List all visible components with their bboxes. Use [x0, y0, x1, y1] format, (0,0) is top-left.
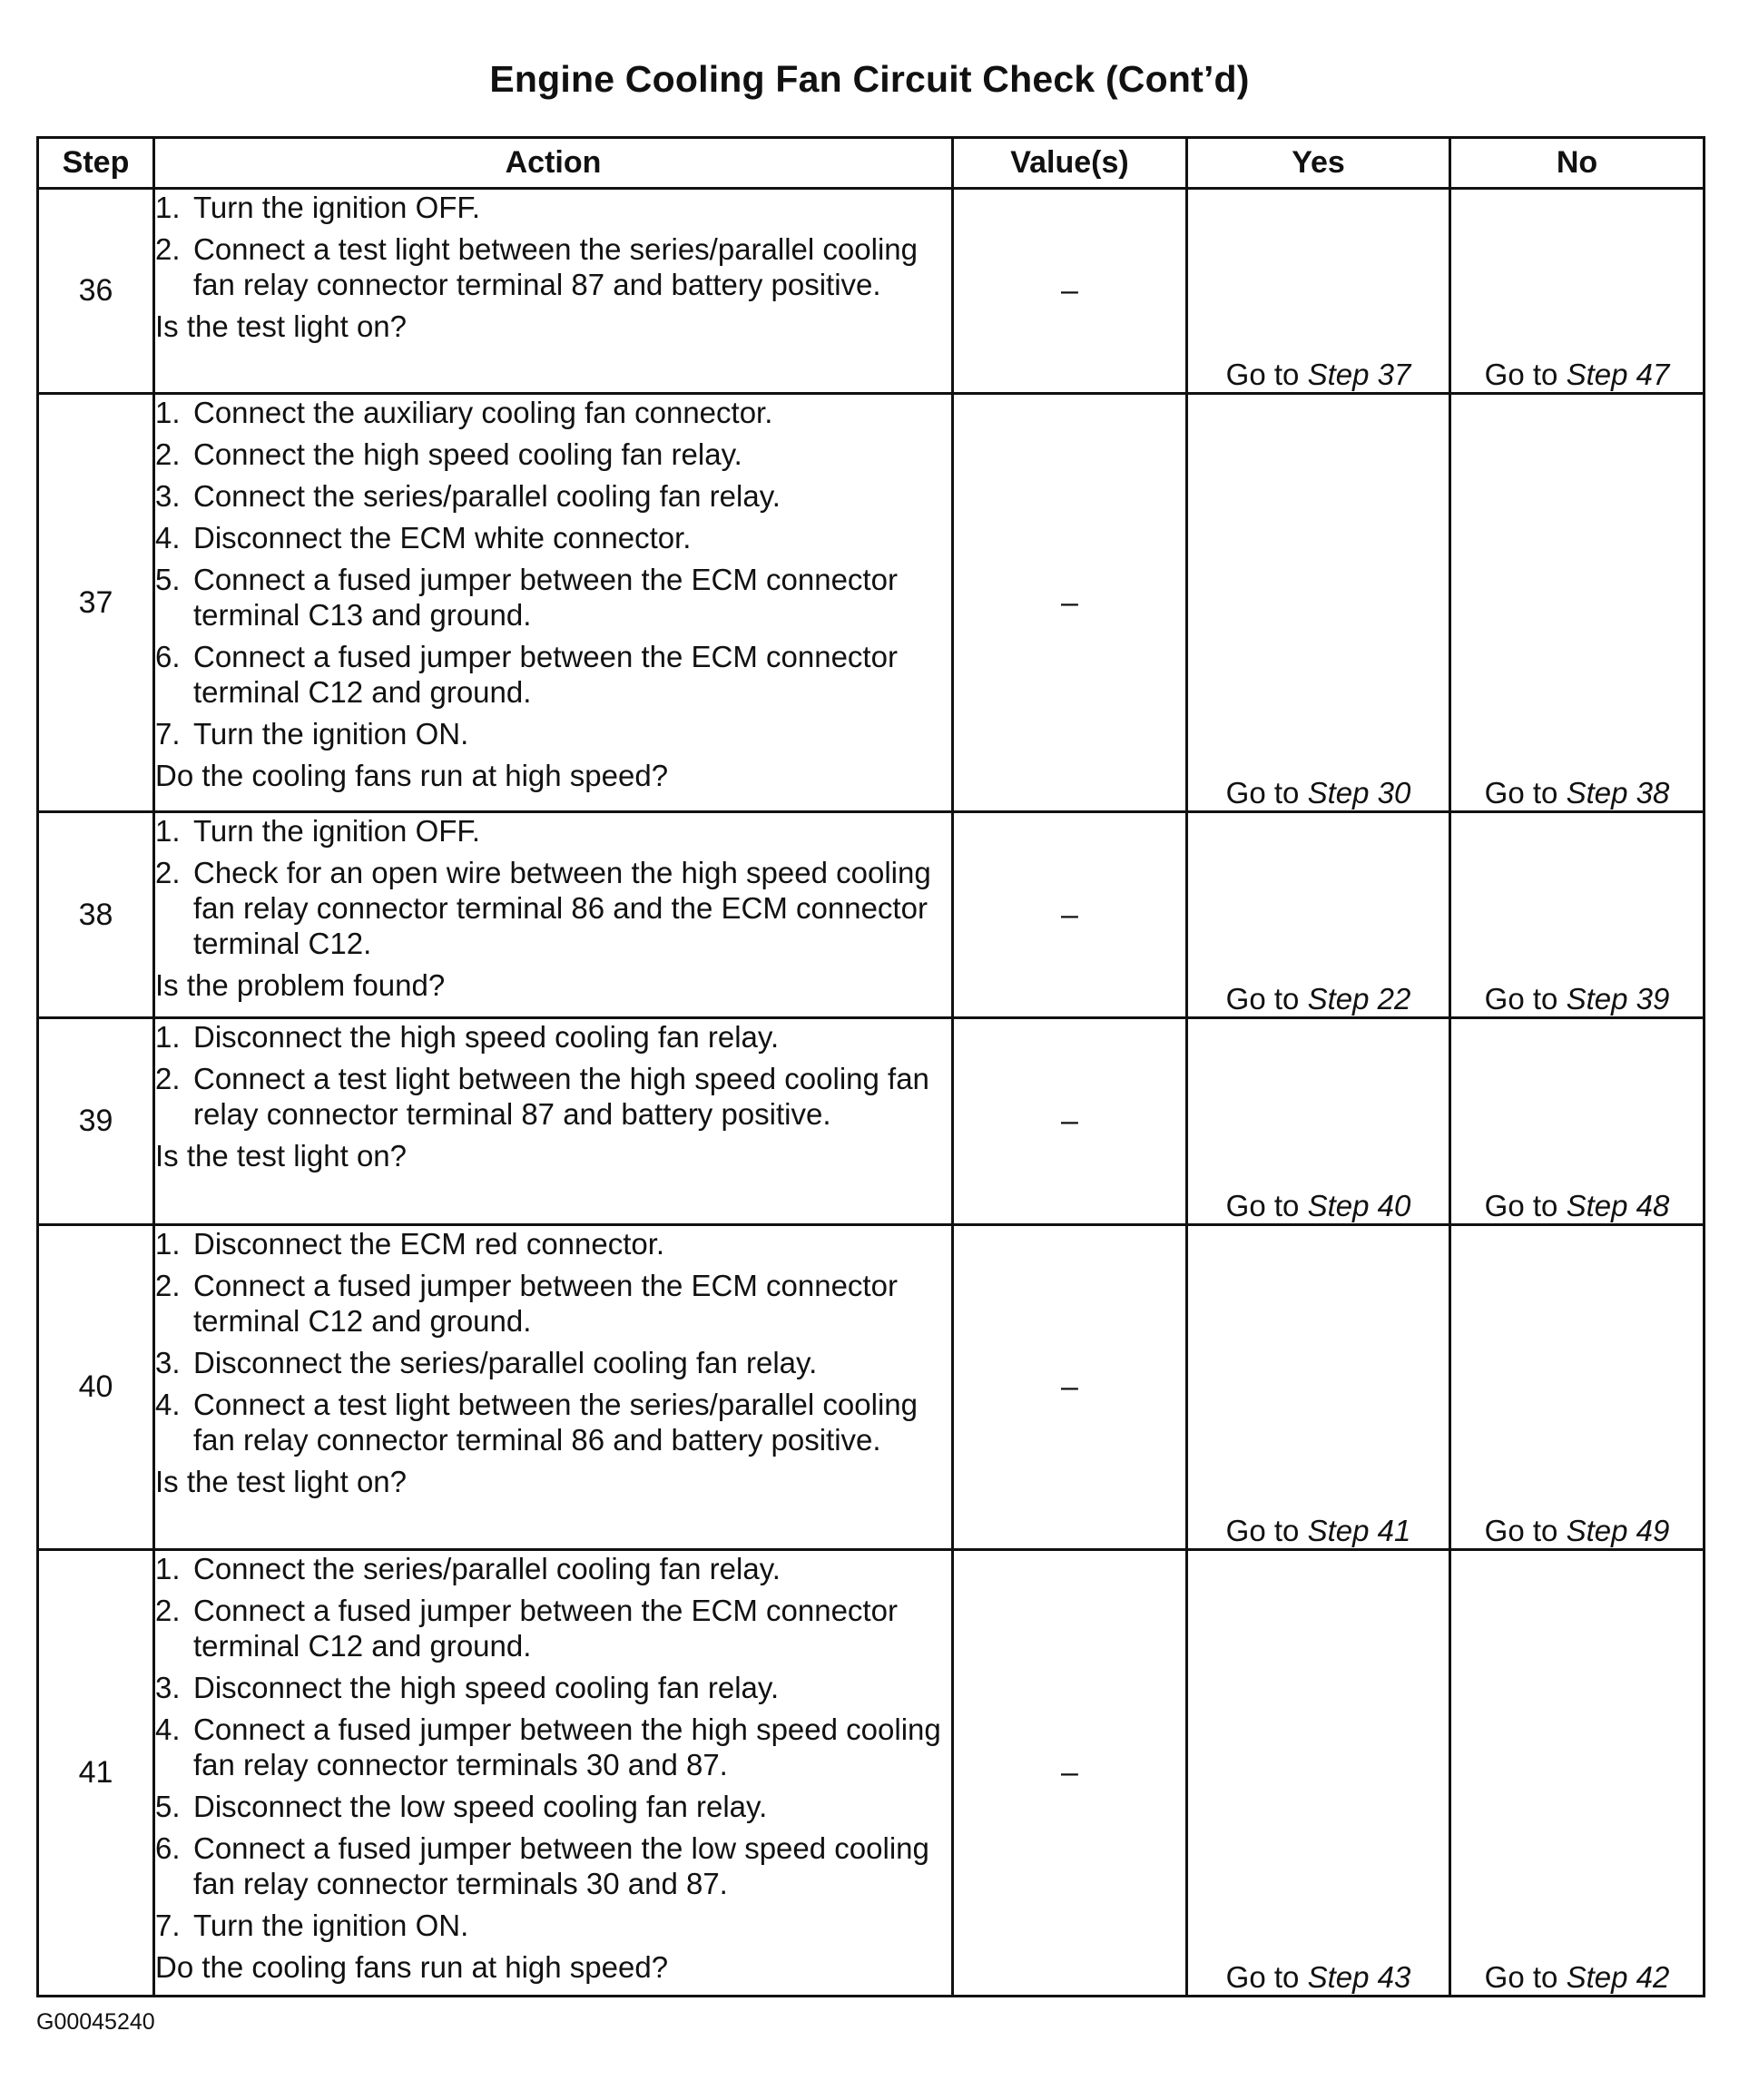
step-link: Step 39	[1566, 982, 1670, 1016]
value-cell: –	[953, 1018, 1187, 1225]
step-link: Step 37	[1307, 358, 1411, 391]
action-list	[155, 395, 951, 751]
step-number: 41	[38, 1550, 154, 1997]
yes-cell: Go to Step 30	[1187, 394, 1450, 812]
step-link: Step 22	[1307, 982, 1411, 1016]
step-number: 39	[38, 1018, 154, 1225]
table-row	[38, 1018, 1705, 1225]
action-list	[155, 813, 951, 961]
no-cell: Go to Step 48	[1450, 1018, 1705, 1225]
list-item: 7. Turn the ignition ON.	[155, 717, 469, 751]
table-row	[38, 1225, 1705, 1550]
yes-cell: Go to Step 22	[1187, 812, 1450, 1018]
list-item: 2. Connect the high speed cooling fan relay.	[155, 437, 742, 471]
yes-cell: Go to Step 37	[1187, 189, 1450, 394]
list-item: 1. Turn the ignition OFF.	[155, 814, 481, 848]
action-cell	[154, 1018, 953, 1225]
list-item: 2. Connect a test light between the high speed cooling fan relay connector terminal 87 and battery positive.	[155, 1062, 929, 1131]
value-cell: –	[953, 1225, 1187, 1550]
question: Do the cooling fans run at high speed?	[155, 1950, 669, 1984]
header-step: Step	[38, 138, 154, 189]
header-yes: Yes	[1187, 138, 1450, 189]
action-list	[155, 1019, 951, 1132]
step-link: Step 38	[1566, 776, 1670, 810]
list-item: 5. Connect a fused jumper between the ECM connector terminal C13 and ground.	[155, 563, 898, 632]
step-link: Step 42	[1566, 1960, 1670, 1994]
step-link: Step 30	[1307, 776, 1411, 810]
list-item: 3. Connect the series/parallel cooling fan relay.	[155, 479, 781, 513]
action-cell	[154, 1225, 953, 1550]
list-item: 4. Connect a test light between the series/parallel cooling fan relay connector terminal 86 and battery positive.	[155, 1388, 918, 1457]
value-cell: –	[953, 189, 1187, 394]
list-item: 2. Connect a fused jumper between the ECM connector terminal C12 and ground.	[155, 1594, 898, 1663]
step-number: 37	[38, 394, 154, 812]
step-link: Step 43	[1307, 1960, 1411, 1994]
list-item: 6. Connect a fused jumper between the low speed cooling fan relay connector terminals 30 and 87.	[155, 1831, 929, 1900]
yes-cell: Go to Step 41	[1187, 1225, 1450, 1550]
table-row	[38, 189, 1705, 394]
no-cell: Go to Step 38	[1450, 394, 1705, 812]
action-cell	[154, 189, 953, 394]
action-list	[155, 190, 951, 302]
list-item: 7. Turn the ignition ON.	[155, 1909, 469, 1942]
step-link: Step 48	[1566, 1189, 1670, 1222]
list-item: 1. Disconnect the high speed cooling fan relay.	[155, 1020, 780, 1054]
list-item: 1. Connect the series/parallel cooling fan relay.	[155, 1552, 781, 1585]
list-item: 2. Connect a fused jumper between the ECM connector terminal C12 and ground.	[155, 1269, 898, 1338]
no-cell: Go to Step 39	[1450, 812, 1705, 1018]
list-item: 2. Check for an open wire between the high speed cooling fan relay connector terminal 86 and the ECM connector terminal C12.	[155, 856, 931, 960]
header-row	[38, 138, 1705, 189]
document-id: G00045240	[36, 2009, 155, 2035]
list-item: 4. Connect a fused jumper between the high speed cooling fan relay connector terminals 30 and 87.	[155, 1712, 941, 1781]
action-list	[155, 1226, 951, 1457]
list-item: 4. Disconnect the ECM white connector.	[155, 521, 692, 554]
table-row	[38, 394, 1705, 812]
step-link: Step 49	[1566, 1514, 1670, 1547]
step-number: 38	[38, 812, 154, 1018]
header-no: No	[1450, 138, 1705, 189]
step-link: Step 47	[1566, 358, 1670, 391]
question: Is the test light on?	[155, 1465, 408, 1498]
no-cell: Go to Step 47	[1450, 189, 1705, 394]
header-value: Value(s)	[953, 138, 1187, 189]
no-cell: Go to Step 42	[1450, 1550, 1705, 1997]
action-list	[155, 1551, 951, 1943]
value-cell: –	[953, 394, 1187, 812]
question: Is the problem found?	[155, 968, 446, 1002]
no-cell: Go to Step 49	[1450, 1225, 1705, 1550]
page-title: Engine Cooling Fan Circuit Check (Cont’d)	[489, 58, 1250, 100]
value-cell: –	[953, 812, 1187, 1018]
list-item: 3. Disconnect the series/parallel cooling fan relay.	[155, 1346, 818, 1379]
list-item: 2. Connect a test light between the series/parallel cooling fan relay connector terminal 87 and battery positive.	[155, 232, 918, 301]
header-action: Action	[154, 138, 953, 189]
yes-cell: Go to Step 43	[1187, 1550, 1450, 1997]
list-item: 6. Connect a fused jumper between the ECM connector terminal C12 and ground.	[155, 640, 898, 709]
action-cell	[154, 1550, 953, 1997]
list-item: 1. Connect the auxiliary cooling fan connector.	[155, 396, 773, 429]
action-cell	[154, 394, 953, 812]
question: Is the test light on?	[155, 1139, 408, 1173]
step-link: Step 41	[1307, 1514, 1411, 1547]
yes-cell: Go to Step 40	[1187, 1018, 1450, 1225]
list-item: 5. Disconnect the low speed cooling fan relay.	[155, 1790, 768, 1823]
question: Is the test light on?	[155, 309, 408, 343]
list-item: 1. Turn the ignition OFF.	[155, 191, 481, 224]
table-row	[38, 1550, 1705, 1997]
question: Do the cooling fans run at high speed?	[155, 759, 669, 792]
diagnostic-table	[36, 136, 1705, 1997]
step-number: 36	[38, 189, 154, 394]
value-cell: –	[953, 1550, 1187, 1997]
step-link: Step 40	[1307, 1189, 1411, 1222]
step-number: 40	[38, 1225, 154, 1550]
table-row	[38, 812, 1705, 1018]
list-item: 3. Disconnect the high speed cooling fan relay.	[155, 1671, 780, 1704]
list-item: 1. Disconnect the ECM red connector.	[155, 1227, 665, 1261]
action-cell	[154, 812, 953, 1018]
